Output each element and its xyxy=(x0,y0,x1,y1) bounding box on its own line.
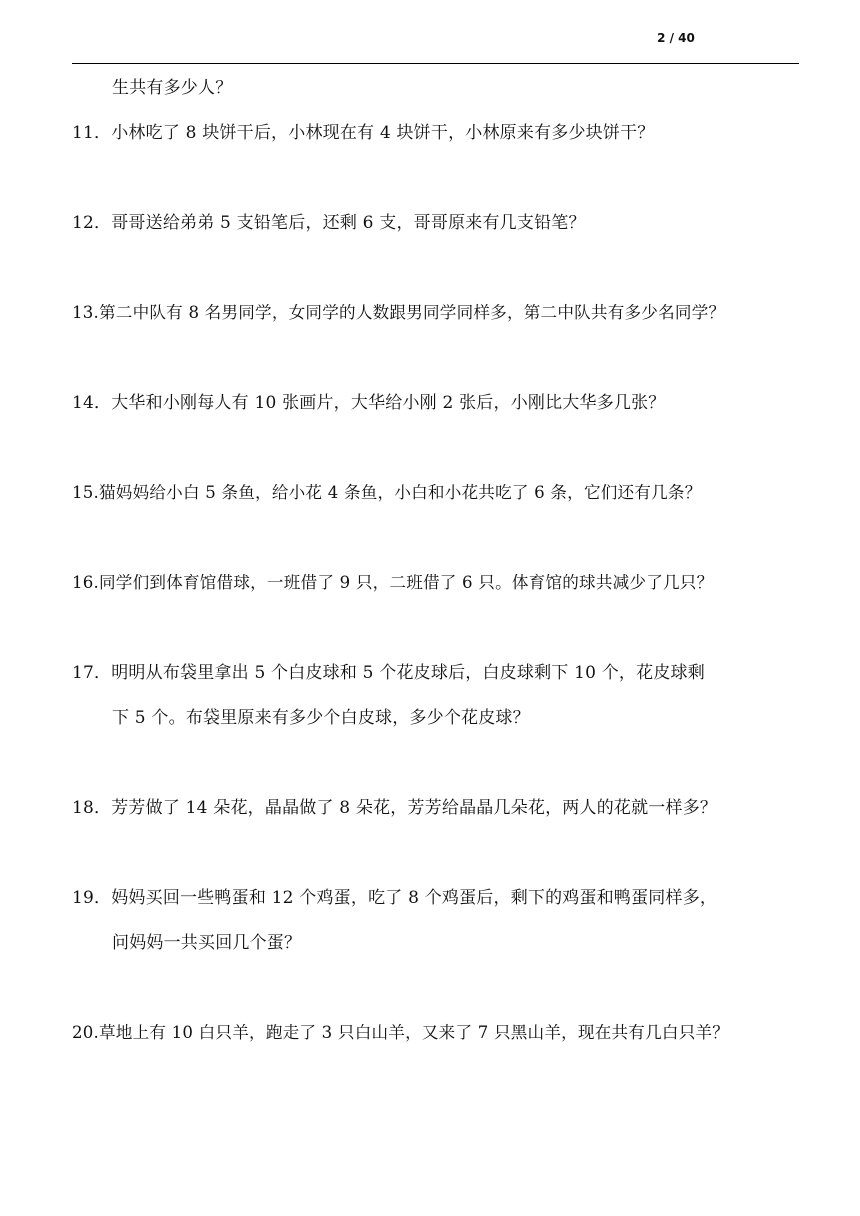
question-12 xyxy=(72,211,586,235)
question-number: 13. xyxy=(72,303,99,322)
question-text: 哥哥送给弟弟 5 支铅笔后，还剩 6 支，哥哥原来有几支铅笔？ xyxy=(111,213,586,233)
header-rule xyxy=(72,63,799,64)
question-text: 芳芳做了 14 朵花，晶晶做了 8 朵花，芳芳给晶晶几朵花，两人的花就一样多？ xyxy=(111,798,718,818)
question-text: 大华和小刚每人有 10 张画片，大华给小刚 2 张后，小刚比大华多几张？ xyxy=(111,393,666,413)
question-text: 明明从布袋里拿出 5 个白皮球和 5 个花皮球后，白皮球剩下 10 个，花皮球剩 xyxy=(111,663,705,683)
question-19-continuation: 问妈妈一共买回几个蛋？ xyxy=(112,933,302,953)
continuation-text: 生共有多少人？ xyxy=(112,78,233,98)
question-text: 同学们到体育馆借球，一班借了 9 只，二班借了 6 只。体育馆的球共减少了几只？ xyxy=(99,573,714,592)
question-20 xyxy=(72,1021,729,1045)
question-number: 20. xyxy=(72,1023,99,1042)
question-number: 19． xyxy=(72,888,112,908)
question-text: 妈妈买回一些鸭蛋和 12 个鸡蛋，吃了 8 个鸡蛋后，剩下的鸡蛋和鸭蛋同样多， xyxy=(111,888,718,908)
question-13 xyxy=(72,301,725,325)
question-17 xyxy=(72,661,705,685)
question-number: 15. xyxy=(72,483,99,502)
question-number: 16. xyxy=(72,573,99,592)
question-11 xyxy=(72,121,654,145)
question-19 xyxy=(72,886,717,910)
question-number: 12． xyxy=(72,213,112,233)
question-text: 第二中队有 8 名男同学，女同学的人数跟男同学同样多，第二中队共有多少名同学？ xyxy=(99,303,726,322)
question-15 xyxy=(72,481,702,505)
question-18 xyxy=(72,796,717,820)
question-text: 猫妈妈给小白 5 条鱼，给小花 4 条鱼，小白和小花共吃了 6 条，它们还有几条？ xyxy=(99,483,702,502)
question-number: 18． xyxy=(72,798,112,818)
question-number: 11． xyxy=(72,123,112,143)
page-number: 2 / 40 xyxy=(657,31,695,45)
question-16 xyxy=(72,571,713,595)
question-text: 草地上有 10 白只羊，跑走了 3 只白山羊，又来了 7 只黑山羊，现在共有几白只羊？ xyxy=(99,1023,730,1042)
question-17-continuation: 下 5 个。布袋里原来有多少个白皮球，多少个花皮球？ xyxy=(112,708,530,728)
question-text: 小林吃了 8 块饼干后，小林现在有 4 块饼干，小林原来有多少块饼干？ xyxy=(111,123,655,143)
question-14 xyxy=(72,391,666,415)
question-number: 17． xyxy=(72,663,112,683)
question-number: 14． xyxy=(72,393,112,413)
